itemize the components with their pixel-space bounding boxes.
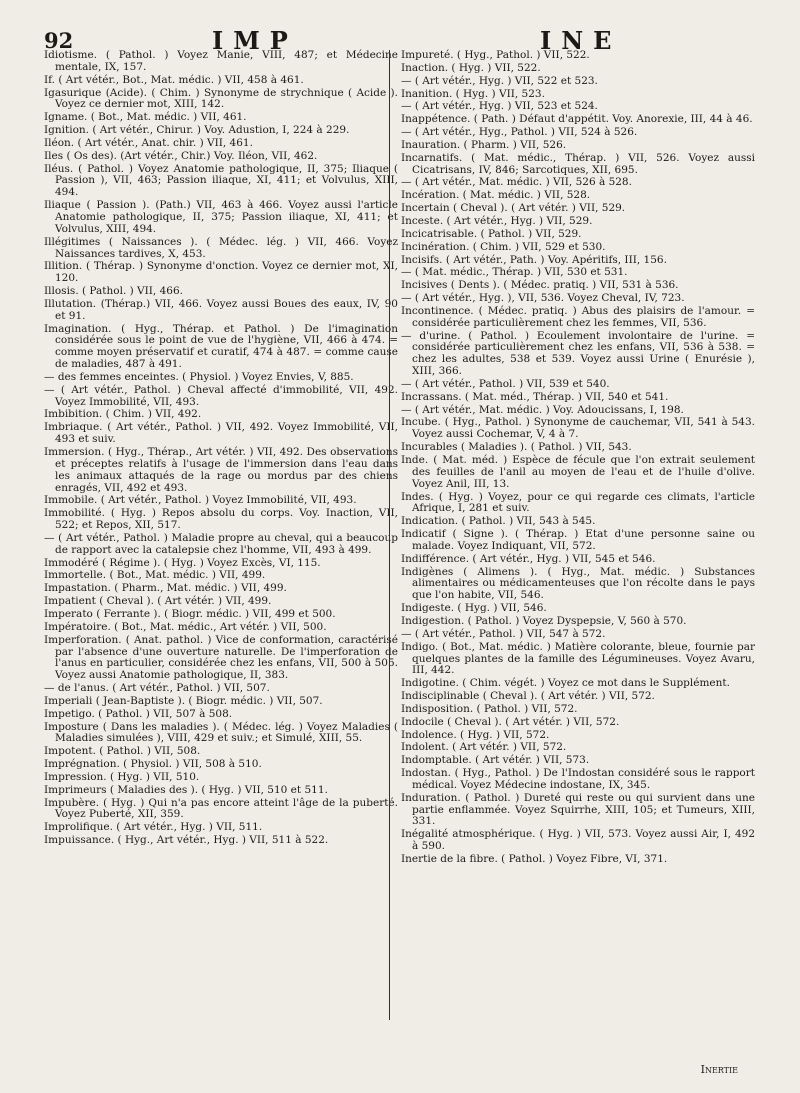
index-entry: — ( Art vétér., Hyg. ) VII, 522 et 523.	[401, 74, 598, 87]
index-entry: Incertain ( Cheval ). ( Art vétér. ) VII, 529.	[401, 202, 626, 215]
index-entry: Impatient ( Cheval ). ( Art vétér. ) VII, 499.	[44, 595, 272, 608]
index-entry: Inertie de la fibre. ( Pathol. ) Voyez Fibre, VI, 371.	[401, 853, 668, 865]
index-entry: Impastation. ( Pharm., Mat. médic. ) VII, 499.	[44, 582, 287, 595]
index-entry: Indostan. ( Hyg., Pathol. ) De l'Indostan considéré sous le rapport médical. Voyez Médecine indostane, IX, 345.	[401, 767, 755, 791]
index-entry: Impetigo. ( Pathol. ) VII, 507 à 508.	[44, 707, 233, 720]
index-entry: Indigo. ( Bot., Mat. médic. ) Matière colorante, bleue, fournie par quelques plantes de la famille des Légumineuses. Voyez Avaru, III, 442.	[401, 640, 755, 677]
index-entry: Indigotine. ( Chim. végét. ) Voyez ce mot dans le Supplément.	[401, 677, 730, 690]
index-entry: Incinération. ( Chim. ) VII, 529 et 530.	[401, 240, 606, 253]
running-head-left: IMP	[212, 26, 298, 55]
index-entry: Incarnatifs. ( Mat. médic., Thérap. ) VII, 526. Voyez aussi Cicatrisans, IV, 846; Sarcotiques, XII, 695.	[401, 151, 755, 176]
index-entry: — ( Mat. médic., Thérap. ) VII, 530 et 531.	[401, 266, 628, 279]
index-entry: Imbriaque. ( Art vétér., Pathol. ) VII, 492. Voyez Immobilité, VII, 493 et suiv.	[44, 421, 398, 446]
index-entry: Iliaque ( Passion ). (Path.) VII, 463 à 466. Voyez aussi l'article Anatomie pathologique, II, 375; Passion iliaque, XI, 411; et Volvulus, XIII, 494.	[44, 199, 398, 235]
index-entry: Indisciplinable ( Cheval ). ( Art vétér. ) VII, 572.	[401, 690, 655, 703]
index-entry: Iléus. ( Pathol. ) Voyez Anatomie pathologique, II, 375; Iliaque ( Passion ), VII, 463; Passion iliaque, XI, 411; et Volvulus, XIII, 494.	[44, 162, 398, 199]
index-entry: — ( Art vétér., Hyg. ) VII, 523 et 524.	[401, 100, 598, 113]
column-divider	[389, 50, 390, 1020]
index-entry: — ( Art vétér., Mat. médic. ) Voy. Adoucissans, I, 198.	[401, 403, 684, 416]
page-number: 92	[44, 28, 74, 53]
index-entry: — ( Art vétér., Pathol. ) Cheval affecté d'immobilité, VII, 492. Voyez Immobilité, VII, 493.	[44, 383, 398, 408]
index-entry: — ( Art vétér., Pathol. ) Maladie propre au cheval, qui a beaucoup de rapport avec la catalepsie chez l'homme, VII, 493 à 499.	[44, 531, 398, 556]
index-entry: Indifférence. ( Art vétér., Hyg. ) VII, 545 et 546.	[401, 552, 656, 565]
index-entry: Indes. ( Hyg. ) Voyez, pour ce qui regarde ces climats, l'article Afrique, I, 281 et suiv.	[401, 490, 755, 515]
index-entry: — ( Art vétér., Pathol. ) VII, 539 et 540.	[401, 377, 610, 390]
index-entry: — ( Art vétér., Hyg., Pathol. ) VII, 524 à 526.	[401, 126, 638, 139]
index-entry: Imposture ( Dans les maladies ). ( Médec. lég. ) Voyez Maladies ( Maladies simulées ), VIII, 429 et suiv.; et Simulé, XIII, 55.	[44, 720, 398, 745]
index-entry: Iles ( Os des). (Art vétér., Chir.) Voy. Iléon, VII, 462.	[44, 149, 318, 162]
index-entry: Indolent. ( Art vétér. ) VII, 572.	[401, 741, 567, 754]
index-entry: Idiotisme. ( Pathol. ) Voyez Manie, VIII, 487; et Médecine mentale, IX, 157.	[44, 49, 398, 73]
index-entry: Impotent. ( Pathol. ) VII, 508.	[44, 745, 201, 758]
index-entry: Imperforation. ( Anat. pathol. ) Vice de conformation, caractérisé par l'absence d'une ouverture naturelle. De l'imperforation de l'anus en particulier, considérée chez les enfans, VII, 500 à 505. Voyez aussi Anatomie pathologique, II, 383.	[44, 633, 398, 682]
index-entry: Immodéré ( Régime ). ( Hyg. ) Voyez Excès, VI, 115.	[44, 556, 321, 569]
right-column	[401, 50, 755, 867]
index-entry: If. ( Art vétér., Bot., Mat. médic. ) VII, 458 à 461.	[44, 73, 304, 86]
index-entry: Incisives ( Dents ). ( Médec. pratiq. ) VII, 531 à 536.	[401, 279, 679, 292]
index-entry: Incisifs. ( Art vétér., Path. ) Voy. Apéritifs, III, 156.	[401, 253, 667, 266]
index-entry: Impureté. ( Hyg., Pathol. ) VII, 522.	[401, 49, 590, 61]
index-entry: Incicatrisable. ( Pathol. ) VII, 529.	[401, 227, 582, 240]
index-entry: Inappétence. ( Path. ) Défaut d'appétit. Voy. Anorexie, III, 44 à 46.	[401, 113, 753, 126]
index-entry: — des femmes enceintes. ( Physiol. ) Voyez Envies, V, 885.	[44, 370, 354, 383]
index-entry: Indolence. ( Hyg. ) VII, 572.	[401, 728, 550, 741]
index-entry: Impuissance. ( Hyg., Art vétér., Hyg. ) VII, 511 à 522.	[44, 834, 329, 847]
index-entry: Iléon. ( Art vétér., Anat. chir. ) VII, 461.	[44, 136, 253, 149]
index-entry: Indomptable. ( Art vétér. ) VII, 573.	[401, 754, 590, 767]
index-entry: Indisposition. ( Pathol. ) VII, 572.	[401, 702, 578, 715]
index-entry: Immobilité. ( Hyg. ) Repos absolu du corps. Voy. Inaction, VII, 522; et Repos, XII, 517.	[44, 507, 398, 532]
index-entry: Incération. ( Mat. médic. ) VII, 528.	[401, 189, 591, 202]
index-entry: Inaction. ( Hyg. ) VII, 522.	[401, 61, 541, 74]
index-entry: Immobile. ( Art vétér., Pathol. ) Voyez Immobilité, VII, 493.	[44, 494, 357, 507]
index-entry: Imagination. ( Hyg., Thérap. et Pathol. ) De l'imagination considérée sous le point de vue de l'hygiène, VII, 466 à 474. = comme moyen préservatif et curatif, 474 à 487. = comme cause de maladies, 487 à 491.	[44, 322, 398, 371]
index-entry: Impératoire. ( Bot., Mat. médic., Art vétér. ) VII, 500.	[44, 620, 327, 633]
index-entry: Incube. ( Hyg., Pathol. ) Synonyme de cauchemar, VII, 541 à 543. Voyez aussi Cochemar, V, 4 à 7.	[401, 416, 755, 441]
index-entry: Impression. ( Hyg. ) VII, 510.	[44, 770, 200, 783]
running-head-right: INE	[540, 26, 622, 55]
index-entry: — de l'anus. ( Art vétér., Pathol. ) VII, 507.	[44, 682, 270, 695]
index-entry: Inde. ( Mat. méd. ) Espèce de fécule que l'on extrait seulement des feuilles de l'anil au moyen de l'eau et de l'huile d'olive. Voyez Anil, III, 13.	[401, 454, 755, 490]
index-entry: Incurables ( Maladies ). ( Pathol. ) VII, 543.	[401, 441, 632, 454]
index-entry: Imprégnation. ( Physiol. ) VII, 508 à 510.	[44, 758, 262, 771]
left-column	[44, 50, 398, 848]
index-entry: Improlifique. ( Art vétér., Hyg. ) VII, 511.	[44, 821, 263, 834]
index-entry: Immersion. ( Hyg., Thérap., Art vétér. ) VII, 492. Des observations et préceptes relatifs à l'usage de l'immersion dans l'eau dans les animaux attaqués de la rage ou mordus par des chiens enragés, VII, 492 et 493.	[44, 446, 398, 494]
index-entry: Illutation. (Thérap.) VII, 466. Voyez aussi Boues des eaux, IV, 90 et 91.	[44, 297, 398, 322]
index-entry: Impubère. ( Hyg. ) Qui n'a pas encore atteint l'âge de la puberté. Voyez Puberté, XII, 359.	[44, 796, 398, 821]
index-entry: Illition. ( Thérap. ) Synonyme d'onction. Voyez ce dernier mot, XI, 120.	[44, 260, 398, 285]
index-entry: Imperiali ( Jean-Baptiste ). ( Biogr. médic. ) VII, 507.	[44, 694, 323, 707]
index-entry: Igname. ( Bot., Mat. médic. ) VII, 461.	[44, 111, 247, 124]
index-entry: — ( Art vétér., Hyg. ), VII, 536. Voyez Cheval, IV, 723.	[401, 292, 685, 305]
index-entry: Indigènes ( Alimens ). ( Hyg., Mat. médic. ) Substances alimentaires ou médicamenteuses que l'on récolte dans le pays que l'on habite, VII, 546.	[401, 565, 755, 602]
index-entry: — d'urine. ( Pathol. ) Ecoulement involontaire de l'urine. = considérée particulièrement chez les enfans, VII, 536 à 538. = chez les adultes, 538 et 539. Voyez aussi Urine ( Enurésie ), XIII, 366.	[401, 329, 755, 378]
index-entry: Indigeste. ( Hyg. ) VII, 546.	[401, 602, 547, 615]
index-entry: Indicatif ( Signe ). ( Thérap. ) Etat d'une personne saine ou malade. Voyez Indiquant, VII, 572.	[401, 528, 755, 552]
index-entry: Ignition. ( Art vétér., Chirur. ) Voy. Adustion, I, 224 à 229.	[44, 124, 350, 137]
index-entry: Incrassans. ( Mat. méd., Thérap. ) VII, 540 et 541.	[401, 390, 669, 403]
index-entry: Incontinence. ( Médec. pratiq. ) Abus des plaisirs de l'amour. = considérée particulièrement chez les femmes, VII, 536.	[401, 304, 755, 329]
index-entry: Illégitimes ( Naissances ). ( Médec. lég. ) VII, 466. Voyez Naissances tardives, X, 453.	[44, 235, 398, 260]
index-entry: Imbibition. ( Chim. ) VII, 492.	[44, 408, 202, 421]
index-entry: Imprimeurs ( Maladies des ). ( Hyg. ) VII, 510 et 511.	[44, 783, 328, 796]
index-entry: — ( Art vétér., Mat. médic. ) VII, 526 à 528.	[401, 176, 632, 189]
index-entry: Illosis. ( Pathol. ) VII, 466.	[44, 285, 183, 298]
index-entry: Imperato ( Ferrante ). ( Biogr. médic. ) VII, 499 et 500.	[44, 607, 336, 620]
index-entry: Igasurique (Acide). ( Chim. ) Synonyme de strychnique ( Acide ). Voyez ce dernier mot, XIII, 142.	[44, 86, 398, 111]
index-entry: Inégalité atmosphérique. ( Hyg. ) VII, 573. Voyez aussi Air, I, 492 à 590.	[401, 828, 755, 853]
catchword: Inertie	[700, 1063, 738, 1076]
index-entry: Immortelle. ( Bot., Mat. médic. ) VII, 499.	[44, 569, 266, 582]
index-entry: Indigestion. ( Pathol. ) Voyez Dyspepsie, V, 560 à 570.	[401, 614, 687, 627]
index-entry: — ( Art vétér., Pathol. ) VII, 547 à 572.	[401, 627, 606, 640]
index-entry: Inceste. ( Art vétér., Hyg. ) VII, 529.	[401, 214, 593, 227]
index-entry: Indication. ( Pathol. ) VII, 543 à 545.	[401, 515, 596, 528]
index-entry: Indocile ( Cheval ). ( Art vétér. ) VII, 572.	[401, 715, 620, 728]
index-entry: Inanition. ( Hyg. ) VII, 523.	[401, 87, 545, 100]
index-entry: Inauration. ( Pharm. ) VII, 526.	[401, 138, 567, 151]
index-entry: Induration. ( Pathol. ) Dureté qui reste ou qui survient dans une partie enflammée. Voyez Squirrhe, XIII, 105; et Tumeurs, XIII, 331.	[401, 791, 755, 828]
